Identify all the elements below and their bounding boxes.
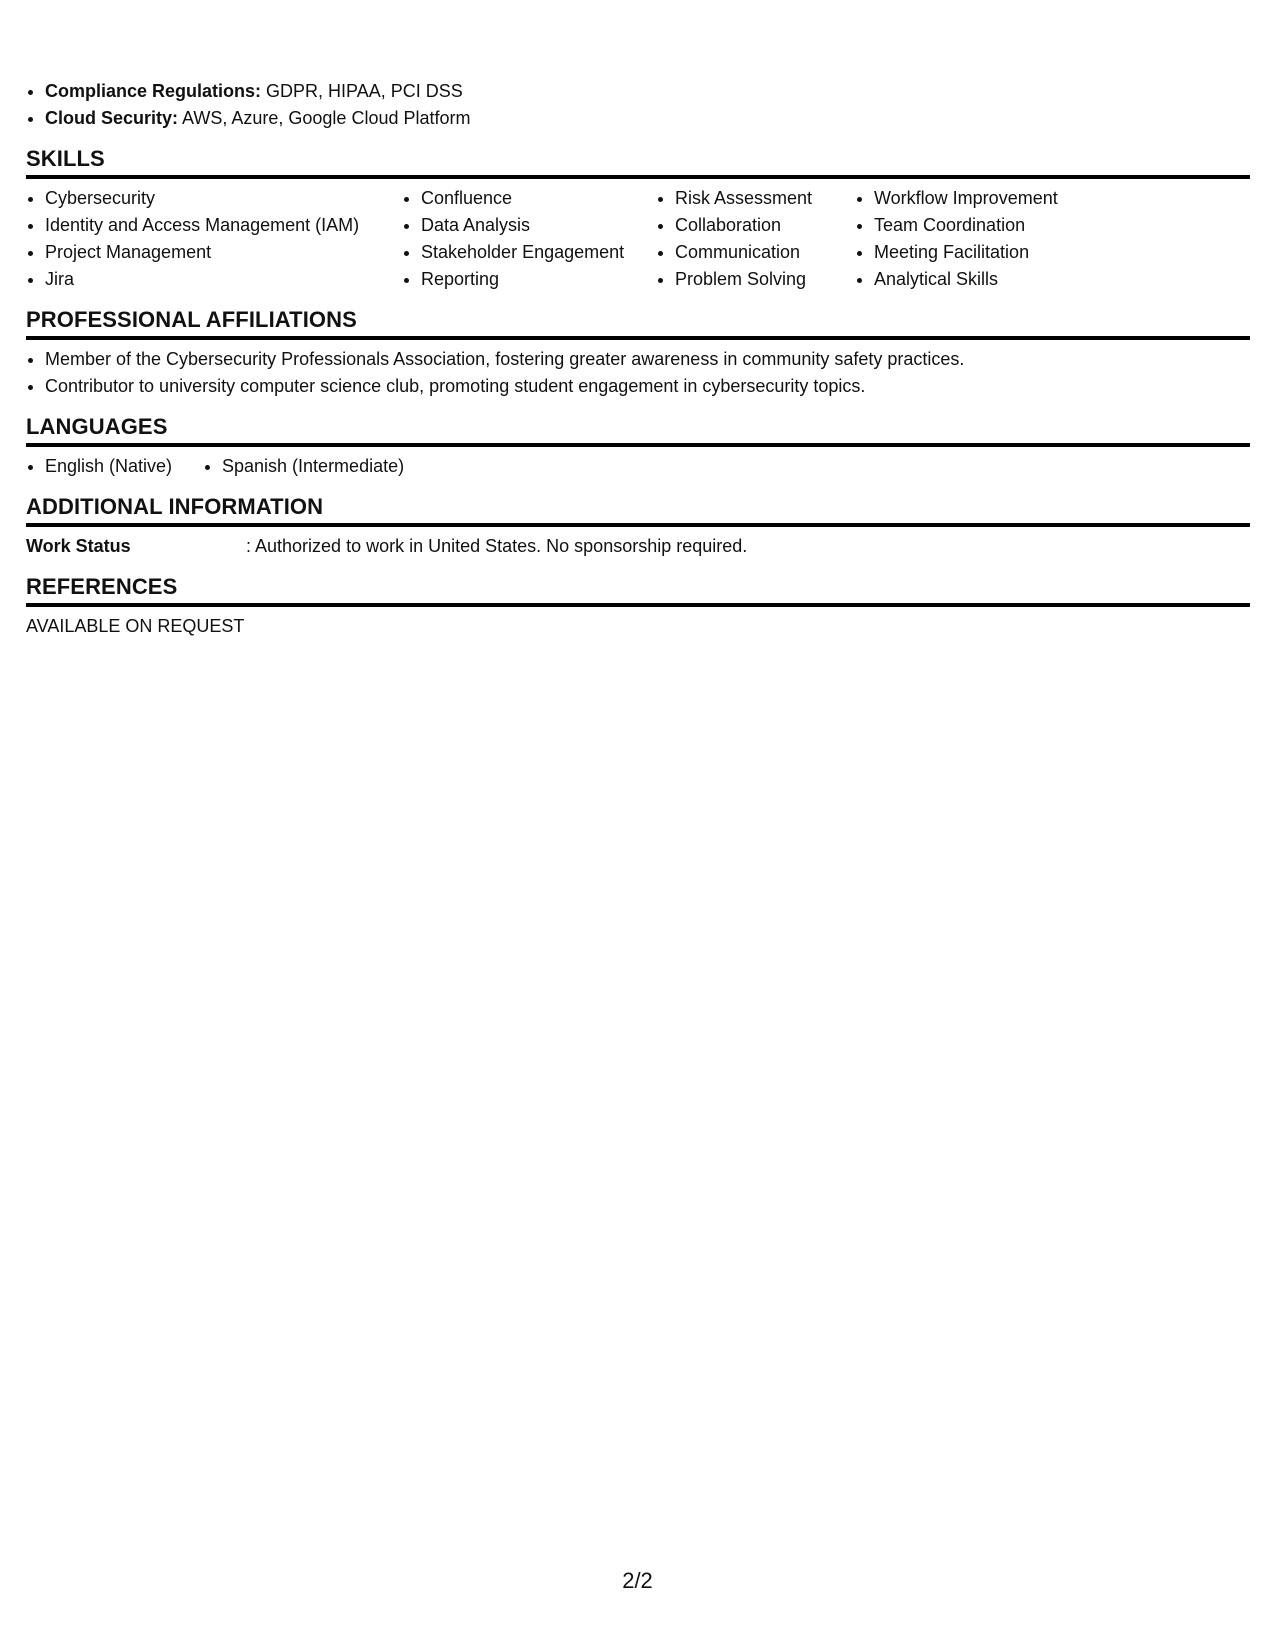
skill-item: • Stakeholder Engagement <box>421 239 656 266</box>
skill-item: • Jira <box>45 266 402 293</box>
skill-item: • Identity and Access Management (IAM) <box>45 212 402 239</box>
skill-item: • Cybersecurity <box>45 185 402 212</box>
skill-item: • Collaboration <box>675 212 855 239</box>
work-status-value: : Authorized to work in United States. No sponsorship required. <box>246 536 748 556</box>
skill-item: • Reporting <box>421 266 656 293</box>
skill-item: • Data Analysis <box>421 212 656 239</box>
language-item: • English (Native) <box>45 453 203 480</box>
references-section <box>26 574 1250 640</box>
skills-column <box>26 185 402 293</box>
section-title: REFERENCES <box>26 574 1250 607</box>
work-status-label: Work Status <box>26 536 131 556</box>
item-value: GDPR, HIPAA, PCI DSS <box>266 81 463 101</box>
work-status-row <box>26 533 1250 560</box>
skill-item: • Meeting Facilitation <box>874 239 1134 266</box>
list-item: • Member of the Cybersecurity Professionals Association, fostering greater awareness in community safety practices. <box>45 346 1250 373</box>
skill-item: • Workflow Improvement <box>874 185 1134 212</box>
skills-column <box>402 185 656 293</box>
section-title: LANGUAGES <box>26 414 1250 447</box>
item-value: AWS, Azure, Google Cloud Platform <box>182 108 471 128</box>
language-item: • Spanish (Intermediate) <box>222 453 404 480</box>
item-label: Cloud Security: <box>45 108 179 128</box>
list-item: • Contributor to university computer science club, promoting student engagement in cybersecurity topics. <box>45 373 1250 400</box>
skill-item: • Problem Solving <box>675 266 855 293</box>
skill-item: • Risk Assessment <box>675 185 855 212</box>
additional-info-section <box>26 494 1250 560</box>
skills-section <box>26 146 1250 293</box>
skill-item: • Team Coordination <box>874 212 1134 239</box>
languages-section <box>26 414 1250 480</box>
item-label: Compliance Regulations: <box>45 81 262 101</box>
skills-column <box>656 185 855 293</box>
section-title: ADDITIONAL INFORMATION <box>26 494 1250 527</box>
languages-row <box>26 453 1250 480</box>
list-item <box>45 105 1250 132</box>
skills-column <box>855 185 1134 293</box>
languages-column <box>26 453 203 480</box>
skill-item: • Analytical Skills <box>874 266 1134 293</box>
references-text: AVAILABLE ON REQUEST <box>26 616 245 636</box>
affiliations-section <box>26 307 1250 400</box>
resume-page <box>26 78 1250 640</box>
skill-item: • Project Management <box>45 239 402 266</box>
section-title: SKILLS <box>26 146 1250 179</box>
languages-column <box>203 453 404 480</box>
skill-item: • Confluence <box>421 185 656 212</box>
skill-item: • Communication <box>675 239 855 266</box>
affiliations-list <box>26 346 1250 400</box>
skills-grid <box>26 185 1250 293</box>
technical-skills-list <box>26 78 1250 132</box>
list-item <box>45 78 1250 105</box>
section-title: PROFESSIONAL AFFILIATIONS <box>26 307 1250 340</box>
page-number: 2/2 <box>622 1568 653 1593</box>
